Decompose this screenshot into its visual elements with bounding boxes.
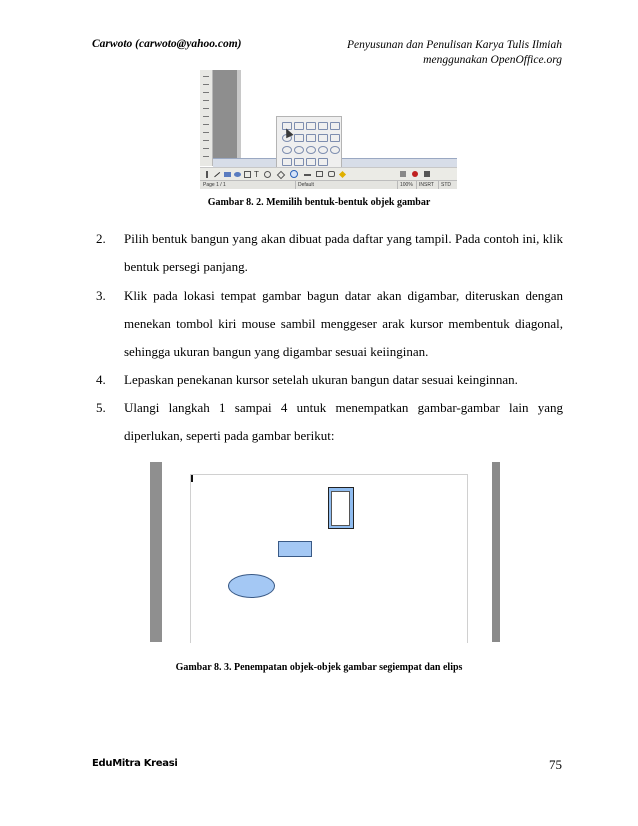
footer-publisher: EduMitra Kreasi (92, 758, 178, 769)
tall-rectangle-inner (331, 491, 350, 526)
ellipse-shape-icon[interactable] (282, 146, 292, 154)
page-number: 75 (549, 757, 562, 772)
folded-corner-shape-icon[interactable] (306, 158, 316, 166)
list-number: 2. (96, 231, 106, 246)
select-arrow-icon[interactable] (206, 171, 208, 178)
header-author: Carwoto (carwoto@yahoo.com) (92, 38, 242, 50)
frame-shape-icon[interactable] (318, 158, 328, 166)
basic-shapes-palette[interactable] (276, 116, 342, 174)
document-margin (213, 70, 237, 166)
ellipse-tool-icon[interactable] (234, 172, 241, 177)
list-text: Lepaskan penekanan kursor setelah ukuran bangun datar sesuai keinginnan. (124, 372, 518, 387)
figure-placed-shapes (150, 462, 500, 642)
text-tool-icon[interactable]: T (254, 170, 259, 179)
right-margin-bar (492, 462, 500, 642)
symbol-shapes-icon[interactable] (290, 170, 298, 178)
list-number: 3. (96, 288, 106, 303)
extrusion-icon[interactable] (400, 171, 406, 177)
block-arc-shape-icon[interactable] (318, 146, 328, 154)
list-item (96, 225, 563, 281)
parallelogram-shape-icon[interactable] (330, 134, 340, 142)
polygon-tool-icon[interactable] (244, 171, 251, 178)
cube-shape-icon[interactable] (294, 158, 304, 166)
cylinder-shape-icon[interactable] (282, 158, 292, 166)
vertical-ruler (200, 70, 213, 166)
square-shape-icon[interactable] (306, 122, 316, 130)
list-item (96, 366, 563, 394)
list-number: 5. (96, 400, 106, 415)
ellipse-shape[interactable] (228, 574, 275, 598)
curve-tool-icon[interactable] (264, 171, 271, 178)
figure-caption-8-3: Gambar 8. 3. Penempatan objek-objek gambar segiempat dan elips (175, 662, 463, 673)
stars-icon[interactable] (339, 171, 346, 178)
callouts-icon[interactable] (328, 171, 335, 177)
triangle-shape-icon[interactable] (294, 134, 304, 142)
text-cursor (191, 475, 193, 482)
drawing-toolbar (200, 167, 457, 181)
list-number: 4. (96, 372, 106, 387)
gallery-icon[interactable] (424, 171, 430, 177)
circle-pie-shape-icon[interactable] (294, 146, 304, 154)
rounded-square-shape-icon[interactable] (318, 122, 328, 130)
status-bar (200, 180, 457, 189)
list-text: Ulangi langkah 1 sampai 4 untuk menempatkan gambar-gambar lain yang diperlukan, seperti pada gambar berikut: (124, 400, 563, 443)
ring-shape-icon[interactable] (306, 146, 316, 154)
header-title-line1: Penyusunan dan Penulisan Karya Tulis Ilmiah (347, 39, 562, 51)
status-style: Default (295, 181, 314, 189)
diamond-shape-icon[interactable] (318, 134, 328, 142)
status-insert-mode: INSRT (416, 181, 434, 189)
octagon-shape-icon[interactable] (330, 146, 340, 154)
trapezoid-shape-icon[interactable] (306, 134, 316, 142)
basic-shapes-icon[interactable] (277, 171, 285, 179)
block-arrows-icon[interactable] (304, 174, 311, 176)
header-title-line2: menggunakan OpenOffice.org (423, 54, 562, 66)
list-item (96, 394, 563, 450)
rounded-rectangle-shape-icon[interactable] (294, 122, 304, 130)
square-shape-icon[interactable] (330, 122, 340, 130)
status-selection-mode: STD (438, 181, 451, 189)
flowchart-icon[interactable] (316, 171, 323, 177)
list-item (96, 282, 563, 366)
list-text: Pilih bentuk bangun yang akan dibuat pada daftar yang tampil. Pada contoh ini, klik bentuk persegi panjang. (124, 231, 563, 274)
figure-shape-palette-screenshot (200, 70, 457, 189)
document-page (241, 70, 457, 158)
status-page: Page 1 / 1 (203, 182, 226, 188)
left-margin-bar (150, 462, 162, 642)
small-rectangle-shape[interactable] (278, 541, 312, 557)
status-zoom: 100% (397, 181, 413, 189)
header-title (330, 38, 562, 68)
list-text: Klik pada lokasi tempat gambar bagun datar akan digambar, diteruskan dengan menekan tombol kiri mouse sambil menggeser arak kursor membentuk diagonal, sehingga ukuran bangun yang digambar sesuai keiinginan. (124, 288, 563, 359)
fontwork-icon[interactable] (412, 171, 418, 177)
rectangle-tool-icon[interactable] (224, 172, 231, 177)
figure-caption-8-2: Gambar 8. 2. Memilih bentuk-bentuk objek gambar (207, 197, 431, 208)
line-tool-icon[interactable] (214, 172, 221, 178)
